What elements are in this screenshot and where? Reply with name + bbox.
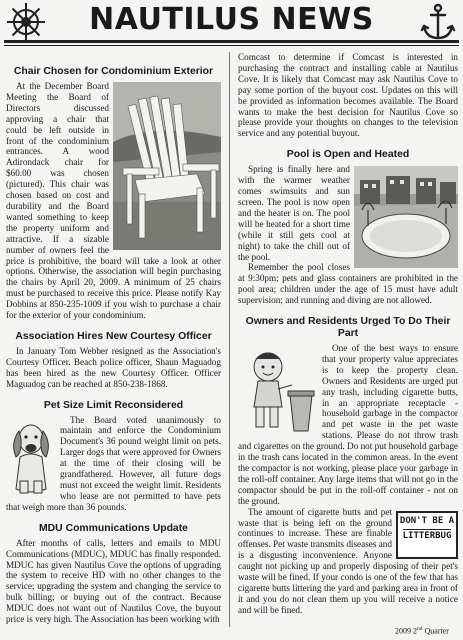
owners-article-title: Owners and Residents Urged To Do Their Part: [245, 316, 451, 340]
pet-article-body: The Board voted unanimously to maintain and enforce the Condominium Document's 36 pound weight limit on pets. Larger dogs that were approved for Owners at the time of their closing will be grandfathered. However, all future dogs must not exceed the weight limit. Residents who lease are not permitted to have pets that weigh more than 36 pounds.: [6, 414, 221, 512]
footer-year: 2009 2: [395, 626, 417, 636]
pet-article-title: Pet Size Limit Reconsidered: [43, 399, 184, 411]
owners-article-body-2: The amount of cigarette butts and pet waste that is being left on the ground continues to increase. These are finable offenses. Pet waste transmits diseases and is a disgusting inconvenience. Anyone caught not picking up and properly disposing of their pet's waste will be fined. If your condo is one of the few that has cigarette butts littering the yard and parking area in front of it and you do not clean them up you will receive a notice and will be fined.: [238, 506, 458, 615]
courtesy-article-title: Association Hires New Courtesy Officer: [15, 330, 212, 342]
anchor-icon: [418, 2, 458, 42]
masthead-rule-thin: [4, 45, 459, 46]
right-column: [238, 52, 458, 616]
litterbug-sign: [396, 511, 458, 559]
owners-article-body-1: One of the best ways to ensure that your property value appreciates is to keep the property clean. Owners and Residents are urged put any trash, including cigarette butts, in an appropriate receptacle - household garbage in the compactor and pet waste in the pet waste stations. Please do not throw trash and cigarettes on the ground. Do not put household garbage in the trash cans located in the common areas. In the event the compactor is not working, please place your garbage in the roll-off container. Any large items that will not go in the compactor should be put in the roll-off container - not on the ground.: [238, 343, 458, 506]
courtesy-article-body: In January Tom Webber resigned as the Association's Courtesy Officer. Beach police officer, Shaun Maguadog has been hired as the new Courtesy Officer. Officer Maguadog can be reached at 850-238-1868.: [6, 345, 221, 389]
pool-article-title: Pool is Open and Heated: [286, 149, 410, 161]
mdu-article-title: MDU Communications Update: [39, 522, 188, 534]
newsletter-title: NAUTILUS NEWS: [89, 2, 374, 37]
left-column: [6, 66, 221, 625]
adirondack-chair-photo: [113, 82, 221, 250]
sign-line1: DON'T BE A: [399, 515, 455, 526]
footer-ordinal-suffix: nd: [417, 626, 423, 632]
chair-article-body: At the December Board Meeting the Board of Directors discussed approving a chair that could be left outside in front of the condominium entrances. A wood Adirondack chair for $60.00 was chosen (pictured). This chair was chosen based on cost and durability and the Board wanted something to keep the property uniform and attractive. If a sizable number of owners feel the price is prohibitive, the board will take a look at other options. Otherwise, the association will begin purchasing the chairs by April 20, 2009. A minimum of 25 chairs must be purchased to receive this price. Please notify Kay Dobbins at 850-235-1009 if you wish to purchase a chair for the exterior of your condominium.: [6, 81, 221, 321]
mdu-article-body-part1: After months of calls, letters and emails to MDU Communications (MDUC), MDUC has finally responded. MDUC has given Nautilus Cove the options of upgrading the system to receive HD with no other changes to the service; upgrading the system and changing the service to bulk billing; or buying out of the contract. Because MDUC does not want out of Nautilus Cove, the buyout price is very high. The Association has been working with: [6, 537, 221, 625]
page-footer: [395, 626, 449, 636]
beagle-dog-illustration: [6, 417, 56, 497]
masthead-rule: [4, 40, 459, 43]
ships-wheel-icon: [6, 2, 46, 42]
column-divider: [229, 52, 230, 627]
chair-article-title: Chair Chosen for Condominium Exterior: [13, 66, 214, 77]
boy-with-trash-can-illustration: [238, 345, 318, 437]
mdu-article-body-part2: Comcast to determine if Comcast is interested in purchasing the contract and installing cable at Nautilus Cove. It is likely that Comcast may ask Nautilus Cove to pay some portion of the buyout cost. Updates on this will be provided as information becomes available. The Board wants to make the best decision for Nautilus Cove so please provide your thoughts on changes to the television service and any potential buyout.: [238, 52, 458, 139]
pool-photo: [354, 166, 458, 268]
pool-article-body-2: Remember the pool closes at 9:30pm; pets and glass containers are prohibited in the pool area; children under the age of 15 must have adult supervision; and running and diving are not allowed.: [238, 262, 458, 306]
sign-line2: LITTERBUG: [402, 530, 452, 541]
footer-quarter: Quarter: [422, 626, 449, 636]
pool-article-body-1: Spring is finally here and with the warmer weather comes swimsuits and sun screen. The pool is now open and the heater is on. The pool will be heated for a short time (while it still gets cool at night) to take the chill out of the pool.: [238, 164, 350, 262]
